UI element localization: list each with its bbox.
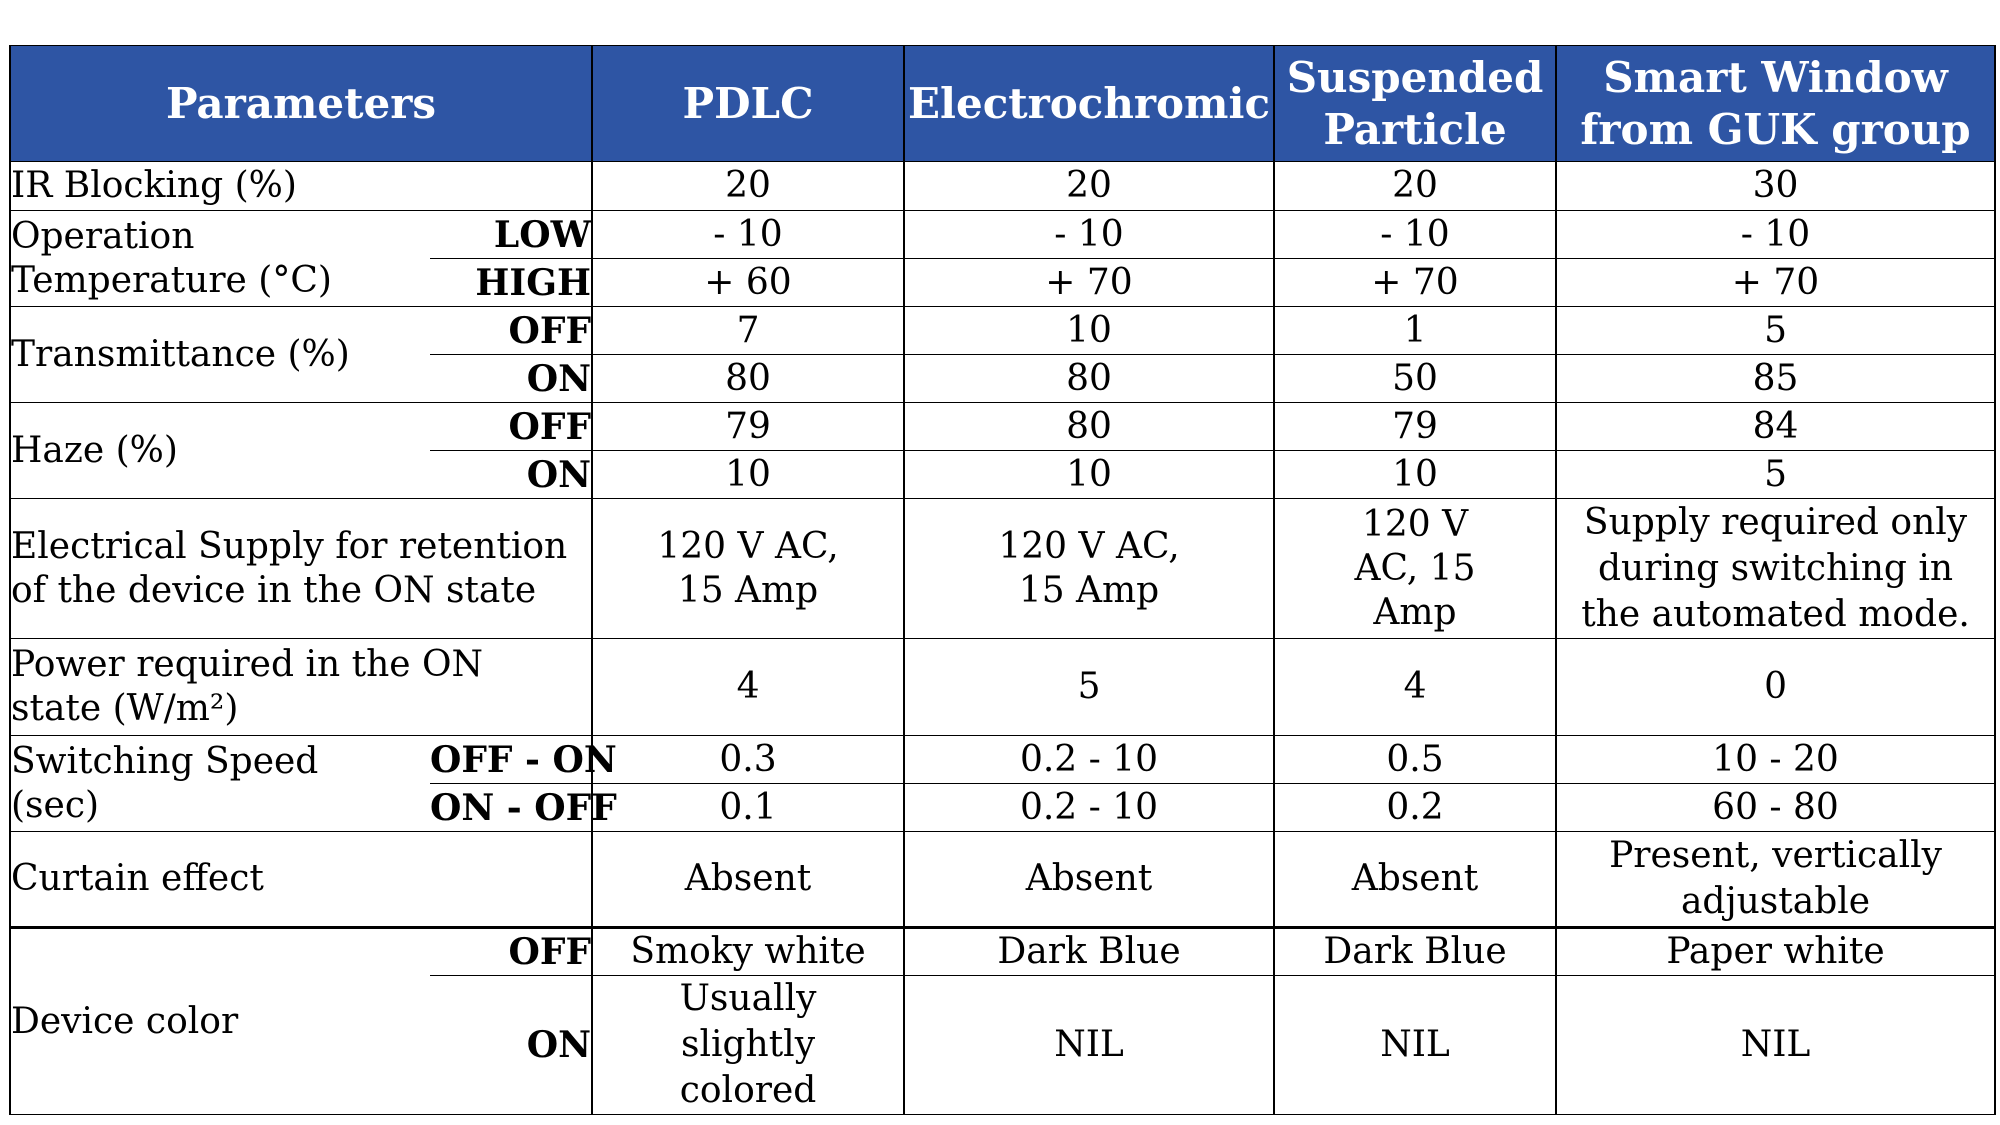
cell-color-off-smart: Paper white: [1556, 928, 1995, 976]
header-parameters: Parameters: [10, 46, 592, 162]
cell-haze-off-pdlc: 79: [592, 403, 904, 451]
cell-ir-suspended: 20: [1274, 162, 1556, 211]
table-row-ir-blocking: [10, 162, 1995, 211]
cell-haze-off-suspended: 79: [1274, 403, 1556, 451]
row-label-ir-blocking: IR Blocking (%): [10, 162, 592, 211]
sub-label-transmittance-off: OFF: [430, 307, 592, 355]
cell-trans-off-electrochromic: 10: [904, 307, 1274, 355]
table-row-device-color-off: [10, 928, 1995, 976]
row-label-switching-speed: [10, 736, 430, 832]
row-label-transmittance: Transmittance (%): [10, 307, 430, 403]
sub-label-haze-off: OFF: [430, 403, 592, 451]
cell-curtain-pdlc: Absent: [592, 832, 904, 928]
temp-label-line2: Temperature (°C): [11, 259, 332, 301]
cell-supply-pdlc: 120 V AC, 15 Amp: [592, 499, 904, 639]
cell-switch-offon-suspended: 0.5: [1274, 736, 1556, 784]
cell-haze-on-suspended: 10: [1274, 451, 1556, 499]
cell-haze-on-pdlc: 10: [592, 451, 904, 499]
cell-switch-onoff-smart: 60 - 80: [1556, 784, 1995, 832]
cell-temp-high-electrochromic: + 70: [904, 259, 1274, 307]
temp-label-line1: Operation: [11, 215, 195, 257]
cell-color-on-smart: NIL: [1556, 976, 1995, 1115]
header-suspended-particle: Suspended Particle: [1274, 46, 1556, 162]
cell-switch-offon-smart: 10 - 20: [1556, 736, 1995, 784]
row-label-curtain-effect: Curtain effect: [10, 832, 592, 928]
cell-haze-off-smart: 84: [1556, 403, 1995, 451]
cell-trans-on-suspended: 50: [1274, 355, 1556, 403]
cell-trans-off-pdlc: 7: [592, 307, 904, 355]
sub-label-device-off: OFF: [430, 928, 592, 976]
switching-label-line2: (sec): [11, 784, 100, 826]
cell-switch-offon-pdlc: 0.3: [592, 736, 904, 784]
table-row-electrical-supply: [10, 499, 1995, 639]
table-row-power-required: [10, 639, 1995, 736]
row-label-electrical-supply: Electrical Supply for retention of the device in the ON state: [10, 499, 592, 639]
cell-temp-high-smart: + 70: [1556, 259, 1995, 307]
cell-power-pdlc: 4: [592, 639, 904, 736]
cell-supply-electrochromic: 120 V AC, 15 Amp: [904, 499, 1274, 639]
table-row-transmittance-off: [10, 307, 1995, 355]
cell-power-electrochromic: 5: [904, 639, 1274, 736]
cell-ir-electrochromic: 20: [904, 162, 1274, 211]
cell-color-on-electrochromic: NIL: [904, 976, 1274, 1115]
row-label-operation-temperature: [10, 211, 430, 307]
cell-curtain-smart: Present, vertically adjustable: [1556, 832, 1995, 928]
cell-curtain-electrochromic: Absent: [904, 832, 1274, 928]
smart-window-comparison-table: [9, 45, 1996, 1115]
cell-haze-off-electrochromic: 80: [904, 403, 1274, 451]
cell-power-suspended: 4: [1274, 639, 1556, 736]
cell-color-off-electrochromic: Dark Blue: [904, 928, 1274, 976]
table-row-switching-off-on: [10, 736, 1995, 784]
cell-color-off-pdlc: Smoky white: [592, 928, 904, 976]
sub-label-device-on: ON: [430, 976, 592, 1115]
sub-label-on-off: ON - OFF: [430, 784, 592, 832]
cell-trans-on-pdlc: 80: [592, 355, 904, 403]
cell-curtain-suspended: Absent: [1274, 832, 1556, 928]
sub-label-transmittance-on: ON: [430, 355, 592, 403]
header-pdlc: PDLC: [592, 46, 904, 162]
sub-label-high: HIGH: [430, 259, 592, 307]
cell-supply-suspended: 120 V AC, 15 Amp: [1274, 499, 1556, 639]
cell-temp-low-smart: - 10: [1556, 211, 1995, 259]
row-label-haze: Haze (%): [10, 403, 430, 499]
cell-trans-off-smart: 5: [1556, 307, 1995, 355]
cell-switch-onoff-pdlc: 0.1: [592, 784, 904, 832]
cell-temp-low-suspended: - 10: [1274, 211, 1556, 259]
table-row-temp-low: [10, 211, 1995, 259]
cell-trans-on-electrochromic: 80: [904, 355, 1274, 403]
sub-label-low: LOW: [430, 211, 592, 259]
cell-switch-onoff-electrochromic: 0.2 - 10: [904, 784, 1274, 832]
cell-trans-on-smart: 85: [1556, 355, 1995, 403]
cell-supply-smart: Supply required only during switching in the automated mode.: [1556, 499, 1995, 639]
cell-temp-high-pdlc: + 60: [592, 259, 904, 307]
sub-label-haze-on: ON: [430, 451, 592, 499]
cell-ir-pdlc: 20: [592, 162, 904, 211]
row-label-device-color: Device color: [10, 928, 430, 1115]
cell-temp-high-suspended: + 70: [1274, 259, 1556, 307]
header-electrochromic: Electrochromic: [904, 46, 1274, 162]
cell-power-smart: 0: [1556, 639, 1995, 736]
header-row: [10, 46, 1995, 162]
comparison-table-container: [9, 45, 1994, 1111]
cell-switch-offon-electrochromic: 0.2 - 10: [904, 736, 1274, 784]
cell-haze-on-smart: 5: [1556, 451, 1995, 499]
cell-temp-low-pdlc: - 10: [592, 211, 904, 259]
table-row-curtain-effect: [10, 832, 1995, 928]
row-label-power-required: Power required in the ON state (W/m²): [10, 639, 592, 736]
sub-label-off-on: OFF - ON: [430, 736, 592, 784]
table-row-haze-off: [10, 403, 1995, 451]
cell-trans-off-suspended: 1: [1274, 307, 1556, 355]
switching-label-line1: Switching Speed: [11, 740, 319, 782]
cell-haze-on-electrochromic: 10: [904, 451, 1274, 499]
header-smart-window: Smart Window from GUK group: [1556, 46, 1995, 162]
cell-ir-smart: 30: [1556, 162, 1995, 211]
cell-color-on-suspended: NIL: [1274, 976, 1556, 1115]
cell-color-off-suspended: Dark Blue: [1274, 928, 1556, 976]
cell-switch-onoff-suspended: 0.2: [1274, 784, 1556, 832]
cell-color-on-pdlc: Usually slightly colored: [592, 976, 904, 1115]
cell-temp-low-electrochromic: - 10: [904, 211, 1274, 259]
